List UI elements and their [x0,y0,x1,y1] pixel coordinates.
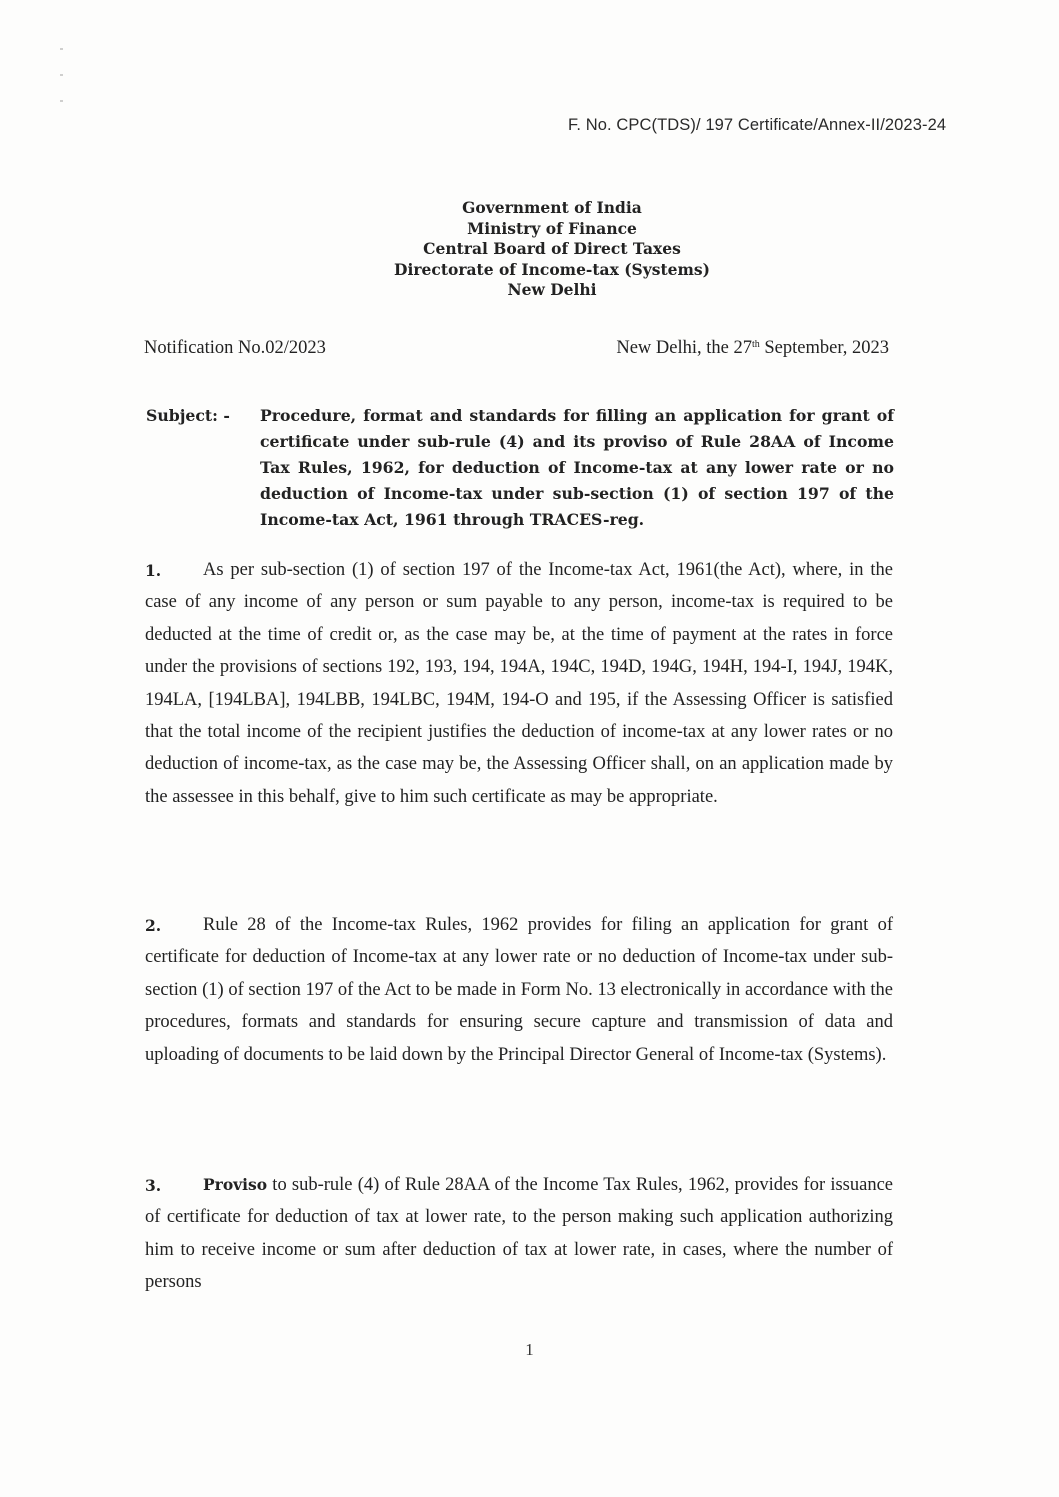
subject-block [146,403,894,533]
header-line-directorate: Directorate of Income-tax (Systems) [394,259,710,279]
header-line-ministry: Ministry of Finance [467,218,637,238]
paragraph-number: 2. [145,916,162,935]
paragraph-number: 1. [145,561,162,580]
scan-mark [60,48,63,50]
header-line-board: Central Board of Direct Taxes [423,239,681,259]
scan-mark [60,74,63,76]
header-line-city: New Delhi [507,280,597,300]
scan-margin-marks [58,48,64,126]
subject-label: Subject: - [146,406,230,425]
paragraph-1 [145,554,893,813]
paragraph-number: 3. [145,1176,162,1195]
file-number: F. No. CPC(TDS)/ 197 Certificate/Annex-II/2023-24 [568,116,947,134]
issuing-authority-header [0,198,1059,301]
scan-mark [60,100,63,102]
paragraph-text: Rule 28 of the Income-tax Rules, 1962 provides for filing an application for grant of certificate for deduction of Income-tax at any lower rate or no deduction of Income-tax under sub-section (1) of section 197 of the Act to be made in Form No. 13 electronically in accordance with the procedures, formats and standards for ensuring secure capture and transmission of data and uploading of documents to be laid down by the Principal Director General of Income-tax (Systems). [145,915,893,1065]
subject-text: Procedure, format and standards for filling an application for grant of certificate under sub-rule (4) and its proviso of Rule 28AA of Income Tax Rules, 1962, for deduction of Income-tax at any lower rate or no deduction of Income-tax under sub-section (1) of section 197 of the Income-tax Act, 1961 through TRACES-reg. [260,406,894,529]
paragraph-3 [145,1169,893,1299]
page-number: 1 [525,1340,534,1359]
paragraph-2 [145,909,893,1071]
notification-date: New Delhi, the 27th September, 2023 [616,338,889,358]
notification-row [144,338,889,359]
paragraph-text: As per sub-section (1) of section 197 of the Income-tax Act, 1961(the Act), where, in the case of any income of any person or sum payable to any person, income-tax is required to be deducted at the time of credit or, as the case may be, at the time of payment at the rates in force under the provisions of sections 192, 193, 194, 194A, 194C, 194D, 194G, 194H, 194-I, 194J, 194K, 194LA, [194LBA], 194LBB, 194LBC, 194M, 194-O and 195, if the Assessing Officer is satisfied that the total income of the recipient justifies the deduction of income-tax at any lower rates or no deduction of income-tax, as the case may be, the Assessing Officer shall, on an application made by the assessee in this behalf, give to him such certificate as may be appropriate. [145,560,893,807]
notification-number: Notification No.02/2023 [144,338,326,358]
bold-lead: Proviso [203,1175,268,1194]
paragraph-text: Proviso to sub-rule (4) of Rule 28AA of the Income Tax Rules, 1962, provides for issuance of certificate for deduction of tax at lower rate, to the person making such application authorizing him to receive income or sum after deduction of tax at lower rate, in cases, where the number of persons [145,1175,893,1293]
header-line-government: Government of India [462,198,642,217]
